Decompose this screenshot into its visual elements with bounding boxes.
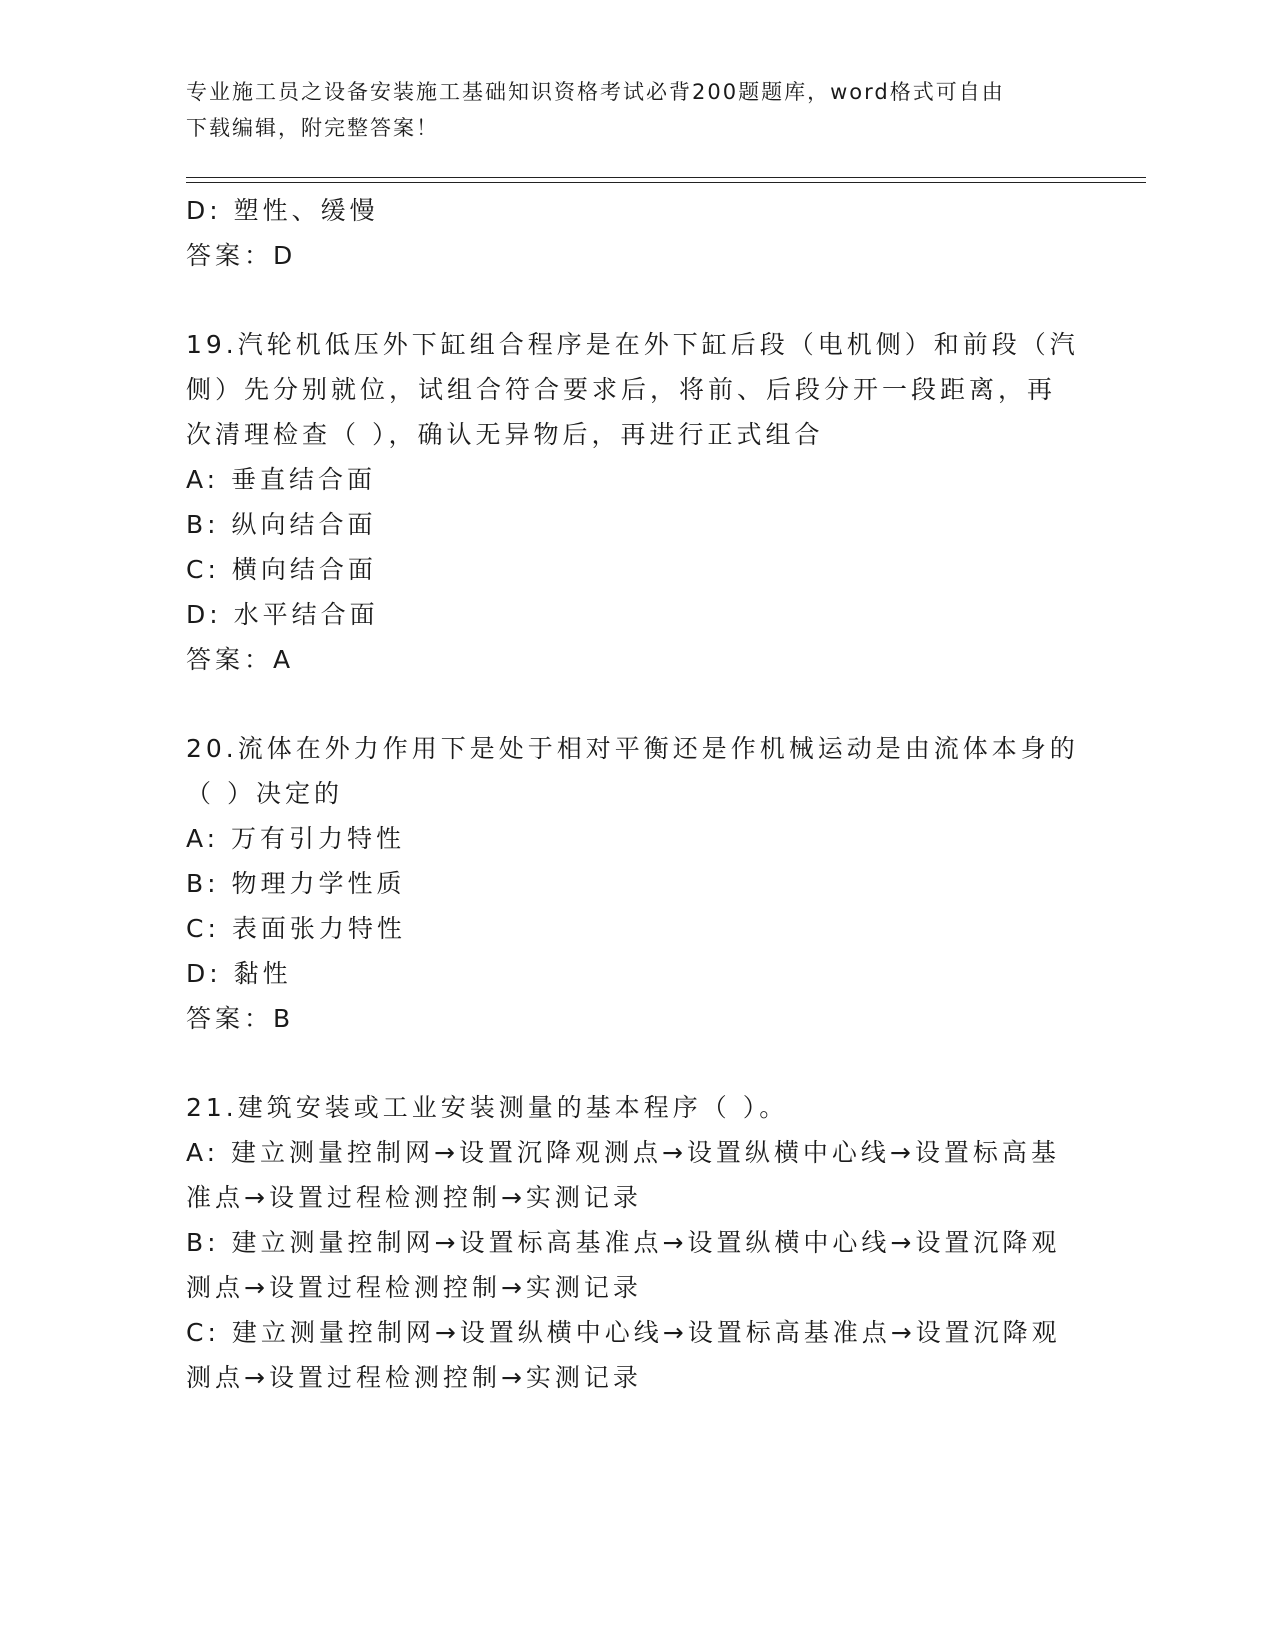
option-d: D: 黏性 (186, 959, 292, 988)
header-title-line-1: 专业施工员之设备安装施工基础知识资格考试必背200题题库，word格式可自由 (186, 80, 1005, 104)
answer-line: 答案：D (186, 241, 297, 270)
option-c: C: 横向结合面 (186, 555, 377, 584)
option-c-line: C: 建立测量控制网→设置纵横中心线→设置标高基准点→设置沉降观 (186, 1318, 1061, 1347)
option-d: D: 水平结合面 (186, 600, 379, 629)
option-c-line: 测点→设置过程检测控制→实测记录 (186, 1363, 642, 1392)
option-a-line: 准点→设置过程检测控制→实测记录 (186, 1183, 642, 1212)
option-a: A: 垂直结合面 (186, 465, 377, 494)
option-d: D: 塑性、缓慢 (186, 196, 379, 225)
question-text-line: 19.汽轮机低压外下缸组合程序是在外下缸后段（电机侧）和前段（汽 (186, 330, 1079, 359)
question-text-line: 侧）先分别就位，试组合符合要求后，将前、后段分开一段距离，再 (186, 375, 1057, 404)
question-21 (186, 1085, 1086, 1400)
question-20 (186, 726, 1086, 1041)
option-a-line: A: 建立测量控制网→设置沉降观测点→设置纵横中心线→设置标高基 (186, 1138, 1060, 1167)
question-19 (186, 322, 1086, 682)
answer-line: 答案：B (186, 1004, 295, 1033)
question-text-line: （ ）决定的 (186, 779, 343, 808)
option-b: B: 物理力学性质 (186, 869, 406, 898)
question-text-line: 次清理检查（ ），确认无异物后，再进行正式组合 (186, 420, 824, 449)
option-b-line: 测点→设置过程检测控制→实测记录 (186, 1273, 642, 1302)
question-list (186, 188, 1086, 1400)
page-header (186, 74, 1066, 146)
question-text-line: 21.建筑安装或工业安装测量的基本程序（ ）。 (186, 1093, 789, 1122)
option-b: B: 纵向结合面 (186, 510, 377, 539)
option-b-line: B: 建立测量控制网→设置标高基准点→设置纵横中心线→设置沉降观 (186, 1228, 1061, 1257)
answer-line: 答案：A (186, 645, 295, 674)
header-divider (186, 177, 1146, 183)
header-title-line-2: 下载编辑，附完整答案！ (186, 116, 439, 140)
option-c: C: 表面张力特性 (186, 914, 406, 943)
question-text-line: 20.流体在外力作用下是处于相对平衡还是作机械运动是由流体本身的 (186, 734, 1079, 763)
option-a: A: 万有引力特性 (186, 824, 406, 853)
